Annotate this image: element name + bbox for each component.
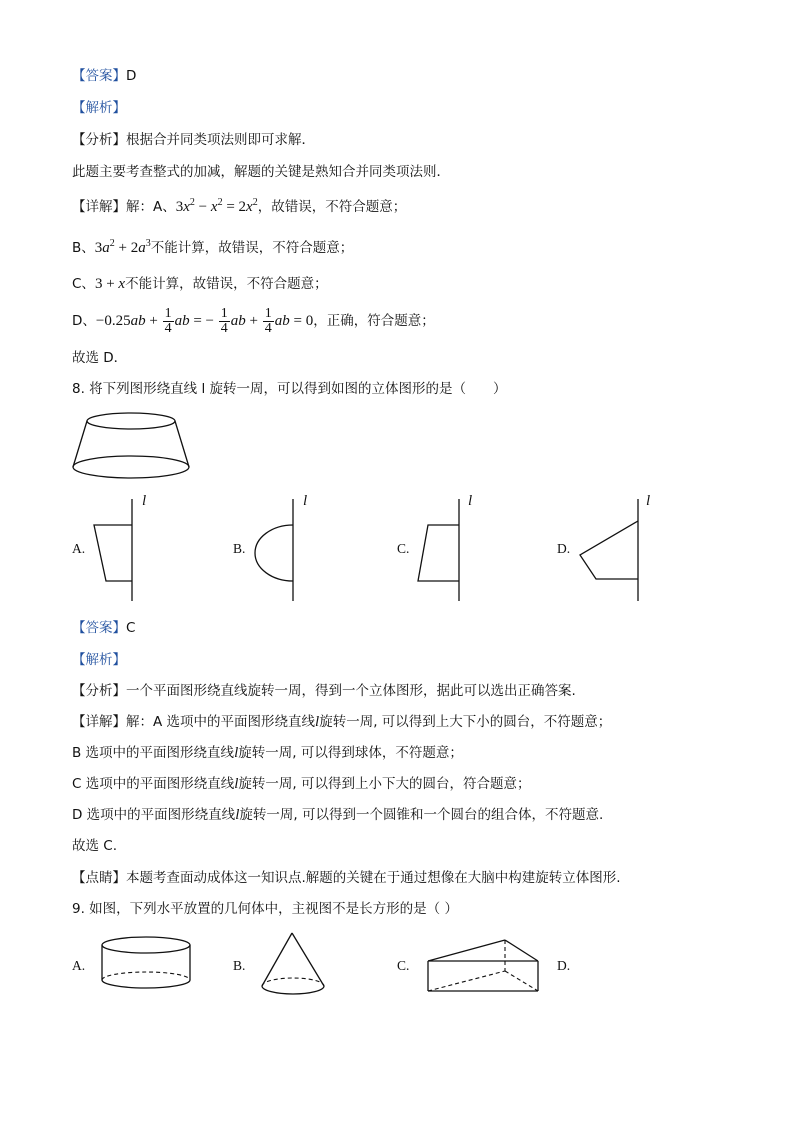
q7-detail-d: D、−0.25ab + $\frac{1}{4}$ ab = − $\frac{1}{4}$ ab + $\frac{1}{4}$ ab = 0，正确，符合题意； xyxy=(72,306,435,337)
math-expr-d: −0.25ab + $\frac{1}{4}$ ab = − $\frac{1}{4}$ ab + $\frac{1}{4}$ ab = 0 xyxy=(95,306,314,337)
q8-option-b-label[interactable]: B. xyxy=(233,541,246,556)
q8-option-d-figure[interactable] xyxy=(576,495,656,605)
q8-option-b-figure[interactable] xyxy=(248,495,328,605)
q9-option-c-label[interactable]: C. xyxy=(397,958,410,973)
q8-detail-d: D 选项中的平面图形绕直线l旋转一周, 可以得到一个圆锥和一个圆台的组合体，不符题意. xyxy=(72,807,604,823)
answer-value: C xyxy=(126,620,136,636)
q7-detail-c: C、3 + x不能计算，故错误，不符合题意； xyxy=(72,276,328,292)
q7-analysis-tag: 【解析】 xyxy=(72,100,126,116)
q8-answer-line xyxy=(72,618,135,638)
q7-conclusion: 故选 D． xyxy=(72,350,128,366)
q9-question: 9. 如图，下列水平放置的几何体中，主视图不是长方形的是（ ） xyxy=(72,901,458,917)
q7-detail-a: 【详解】解：A、$3x^2 - x^2 = 2x^2$，故错误，不符合题意； xyxy=(72,197,407,215)
q8-option-c-figure[interactable] xyxy=(412,495,492,605)
q8-analysis-tag: 【解析】 xyxy=(72,652,126,668)
q8-option-a-label[interactable]: A. xyxy=(72,541,86,556)
q8-detail-c: C 选项中的平面图形绕直线l旋转一周, 可以得到上小下大的圆台，符合题意； xyxy=(72,776,531,792)
q8-question: 8. 将下列图形绕直线 l 旋转一周，可以得到如图的立体图形的是（ ） xyxy=(72,381,507,397)
answer-tag: 【答案】 xyxy=(72,620,126,636)
q8-option-d-label[interactable]: D. xyxy=(557,541,571,556)
q8-option-a-axis-label: l xyxy=(142,493,147,509)
answer-value: D xyxy=(126,68,137,84)
q9-option-a-cylinder[interactable] xyxy=(100,935,196,995)
math-expr-b: $3a^2 + 2a^3$ xyxy=(94,238,151,256)
math-expr-c: 3 + x xyxy=(94,276,126,292)
q9-option-b-cone[interactable] xyxy=(258,930,330,1000)
q8-option-d-axis-label: l xyxy=(646,493,651,509)
q8-detail-a: 【详解】解：A 选项中的平面图形绕直线l旋转一周, 可以得到上大下小的圆台，不符题意； xyxy=(72,714,612,730)
q8-fenxi: 【分析】一个平面图形绕直线旋转一周，得到一个立体图形，据此可以选出正确答案. xyxy=(72,683,576,699)
q8-dianjing: 【点睛】本题考查面动成体这一知识点.解题的关键在于通过想像在大脑中构建旋转立体图形. xyxy=(72,870,621,886)
q8-option-c-label[interactable]: C. xyxy=(397,541,410,556)
answer-tag: 【答案】 xyxy=(72,68,126,84)
q7-fenxi: 【分析】根据合并同类项法则即可求解． xyxy=(72,132,315,148)
q8-option-c-axis-label: l xyxy=(468,493,473,509)
q9-option-c-prism[interactable] xyxy=(425,937,543,997)
q9-option-d-label[interactable]: D. xyxy=(557,958,571,973)
frustum-figure xyxy=(70,410,195,482)
q8-detail-b: B 选项中的平面图形绕直线l旋转一周, 可以得到球体，不符题意； xyxy=(72,745,463,761)
math-expr-a: $3x^2 - x^2 = 2x^2$ xyxy=(175,197,258,215)
q7-fenxi2: 此题主要考查整式的加减，解题的关键是熟知合并同类项法则． xyxy=(72,164,450,180)
q8-option-a-figure[interactable] xyxy=(88,495,168,605)
q8-option-b-axis-label: l xyxy=(303,493,308,509)
q9-option-a-label[interactable]: A. xyxy=(72,958,86,973)
q7-answer-line xyxy=(72,66,136,86)
q9-option-b-label[interactable]: B. xyxy=(233,958,246,973)
q7-detail-b: B、$3a^2 + 2a^3$不能计算，故错误，不符合题意； xyxy=(72,238,354,256)
q8-conclusion: 故选 C. xyxy=(72,838,118,854)
